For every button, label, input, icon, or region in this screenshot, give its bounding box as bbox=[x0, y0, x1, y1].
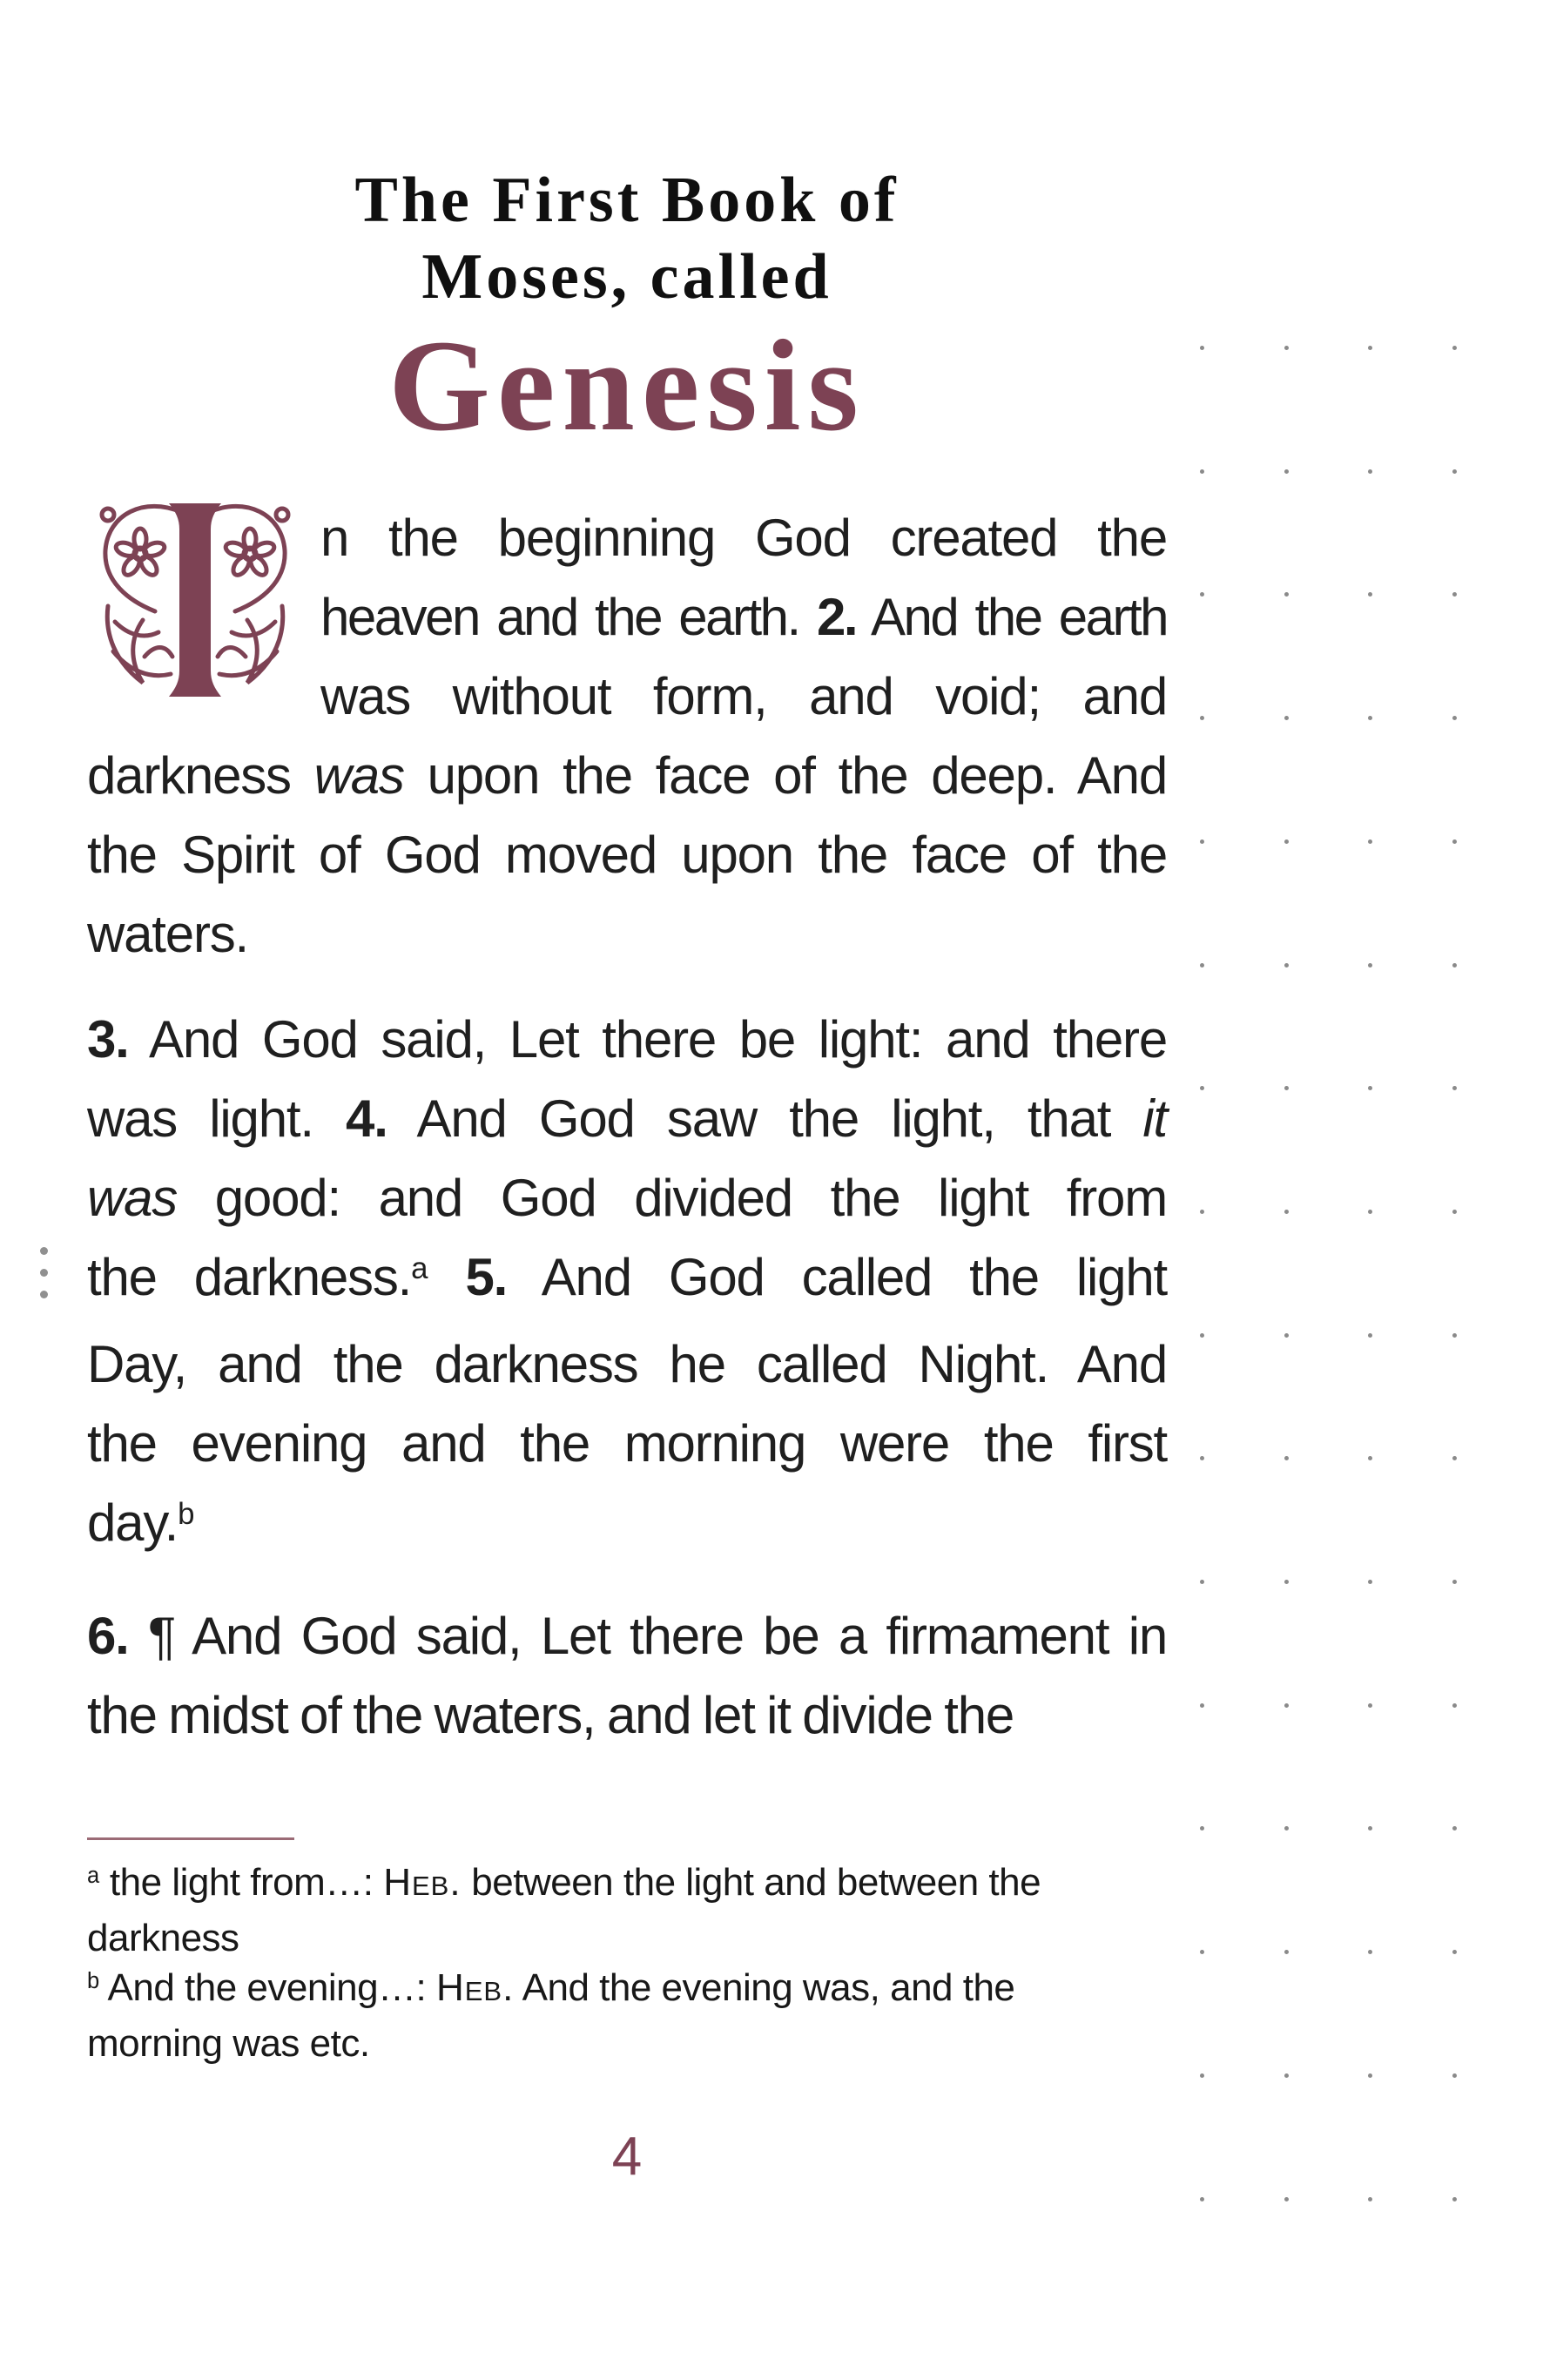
grid-dot bbox=[1368, 839, 1372, 844]
dropcap-letter bbox=[169, 503, 221, 697]
text-line: was light. 4. And God saw the light, that it bbox=[87, 1089, 1168, 1148]
text-line: 6. ¶ And God said, Let there be a firmament in bbox=[87, 1607, 1167, 1665]
grid-dot bbox=[1284, 2197, 1289, 2201]
text-line: was good: and God divided the light from bbox=[87, 1169, 1167, 1227]
grid-dot bbox=[1284, 1456, 1289, 1460]
grid-dot bbox=[1200, 963, 1204, 968]
text-line: the midst of the waters, and let it divide the bbox=[87, 1686, 1014, 1744]
grid-dot bbox=[1368, 1333, 1372, 1338]
bible-reader-page bbox=[0, 162, 1543, 2380]
grid-dot bbox=[1368, 1086, 1372, 1090]
grid-dot bbox=[1368, 716, 1372, 720]
text-line: n the beginning God created the bbox=[320, 509, 1167, 567]
grid-dot bbox=[1452, 1703, 1457, 1708]
grid-dot bbox=[1368, 346, 1372, 350]
grid-dot bbox=[1452, 2197, 1457, 2201]
grid-dot bbox=[1452, 2073, 1457, 2078]
grid-dot bbox=[1200, 1456, 1204, 1460]
text-line: the evening and the morning were the first bbox=[87, 1414, 1167, 1473]
paragraph-verses-3-5 bbox=[87, 1000, 1167, 1570]
footnotes-section bbox=[87, 1837, 1167, 2068]
grid-dot bbox=[1284, 1950, 1289, 1954]
text-line: darkness bbox=[87, 1917, 239, 1959]
grid-dot bbox=[1452, 1210, 1457, 1214]
grid-dot bbox=[1200, 2073, 1204, 2078]
text-column bbox=[87, 162, 1167, 2188]
grid-dot bbox=[1452, 1580, 1457, 1584]
text-line: was without form, and void; and bbox=[320, 667, 1167, 725]
grid-dot bbox=[1200, 592, 1204, 597]
page-number: 4 bbox=[611, 2127, 643, 2187]
grid-dot bbox=[1284, 963, 1289, 968]
grid-dot bbox=[1284, 1333, 1289, 1338]
text-line: darkness was upon the face of the deep. And bbox=[87, 746, 1167, 805]
grid-dot bbox=[1200, 716, 1204, 720]
grid-dot bbox=[1284, 469, 1289, 474]
grid-dot bbox=[1200, 1086, 1204, 1090]
text-line: the Spirit of God moved upon the face of the bbox=[87, 826, 1167, 884]
paragraph-verse-6 bbox=[87, 1596, 1167, 1755]
grid-dot bbox=[1200, 1210, 1204, 1214]
text-line: $^a$ the light from…: Heb. between the light and between the bbox=[87, 1861, 1041, 1904]
grid-dot bbox=[1284, 1086, 1289, 1090]
grid-dot bbox=[1200, 1580, 1204, 1584]
grid-dot bbox=[1368, 1210, 1372, 1214]
grid-dot bbox=[1452, 716, 1457, 720]
text-line: heaven and the earth. 2. And the earth bbox=[320, 588, 1168, 646]
text-line: the darkness.$^a$ 5. And God called the light bbox=[87, 1248, 1167, 1306]
text-line: morning was etc. bbox=[87, 2022, 370, 2065]
grid-dot bbox=[1368, 2197, 1372, 2201]
grid-dot bbox=[1452, 1086, 1457, 1090]
grid-dot bbox=[1452, 1826, 1457, 1831]
grid-dot bbox=[1200, 2197, 1204, 2201]
handle-dot bbox=[40, 1269, 48, 1277]
illuminated-dropcap-I bbox=[94, 503, 296, 697]
grid-dot bbox=[1200, 346, 1204, 350]
grid-dot bbox=[1452, 1456, 1457, 1460]
text-line: day.$^b$ bbox=[87, 1493, 195, 1552]
grid-dot bbox=[1200, 839, 1204, 844]
grid-dot bbox=[1452, 346, 1457, 350]
grid-dot bbox=[1452, 1333, 1457, 1338]
paragraph-verses-1-2 bbox=[87, 498, 1167, 974]
book-title-line-2: Moses, called bbox=[421, 241, 832, 313]
grid-dot bbox=[1452, 963, 1457, 968]
book-name: Genesis bbox=[388, 314, 866, 458]
grid-dot bbox=[1368, 1703, 1372, 1708]
grid-dot bbox=[1452, 1950, 1457, 1954]
grid-dot bbox=[1368, 1950, 1372, 1954]
grid-dot bbox=[1284, 1826, 1289, 1831]
grid-dot bbox=[1452, 592, 1457, 597]
grid-dot bbox=[1452, 839, 1457, 844]
footnote-divider bbox=[87, 1837, 294, 1840]
grid-dot bbox=[1284, 1703, 1289, 1708]
grid-dot bbox=[1284, 839, 1289, 844]
handle-dot bbox=[40, 1291, 48, 1298]
footnote-b bbox=[87, 1963, 1167, 2068]
grid-dot bbox=[1452, 469, 1457, 474]
grid-dot bbox=[1368, 963, 1372, 968]
grid-dot bbox=[1200, 1333, 1204, 1338]
grid-dot bbox=[1368, 592, 1372, 597]
grid-dot bbox=[1368, 2073, 1372, 2078]
grid-dot bbox=[1200, 1826, 1204, 1831]
grid-dot bbox=[1200, 469, 1204, 474]
grid-dot bbox=[1200, 1950, 1204, 1954]
footnote-a bbox=[87, 1857, 1167, 1963]
handle-dot bbox=[40, 1247, 48, 1255]
grid-dot bbox=[1368, 1580, 1372, 1584]
grid-dot bbox=[1368, 1826, 1372, 1831]
grid-dot bbox=[1368, 469, 1372, 474]
text-line: 3. And God said, Let there be light: and there bbox=[87, 1010, 1167, 1069]
grid-dot bbox=[1200, 1703, 1204, 1708]
scripture-text bbox=[87, 498, 1167, 1755]
dot-grid-pattern bbox=[1200, 346, 1458, 2199]
grid-dot bbox=[1284, 716, 1289, 720]
text-line: waters. bbox=[87, 905, 248, 963]
book-title-line-1: The First Book of bbox=[354, 165, 900, 236]
grid-dot bbox=[1284, 592, 1289, 597]
chapter-header bbox=[87, 162, 1167, 458]
grid-dot bbox=[1284, 1580, 1289, 1584]
text-line: $^b$ And the evening…: Heb. And the evening was, and the bbox=[87, 1966, 1015, 2009]
grid-dot bbox=[1284, 1210, 1289, 1214]
grid-dot bbox=[1284, 346, 1289, 350]
grid-dot bbox=[1284, 2073, 1289, 2078]
grid-dot bbox=[1368, 1456, 1372, 1460]
left-drag-handle[interactable] bbox=[40, 1247, 48, 1298]
text-line: Day, and the darkness he called Night. And bbox=[87, 1335, 1167, 1393]
